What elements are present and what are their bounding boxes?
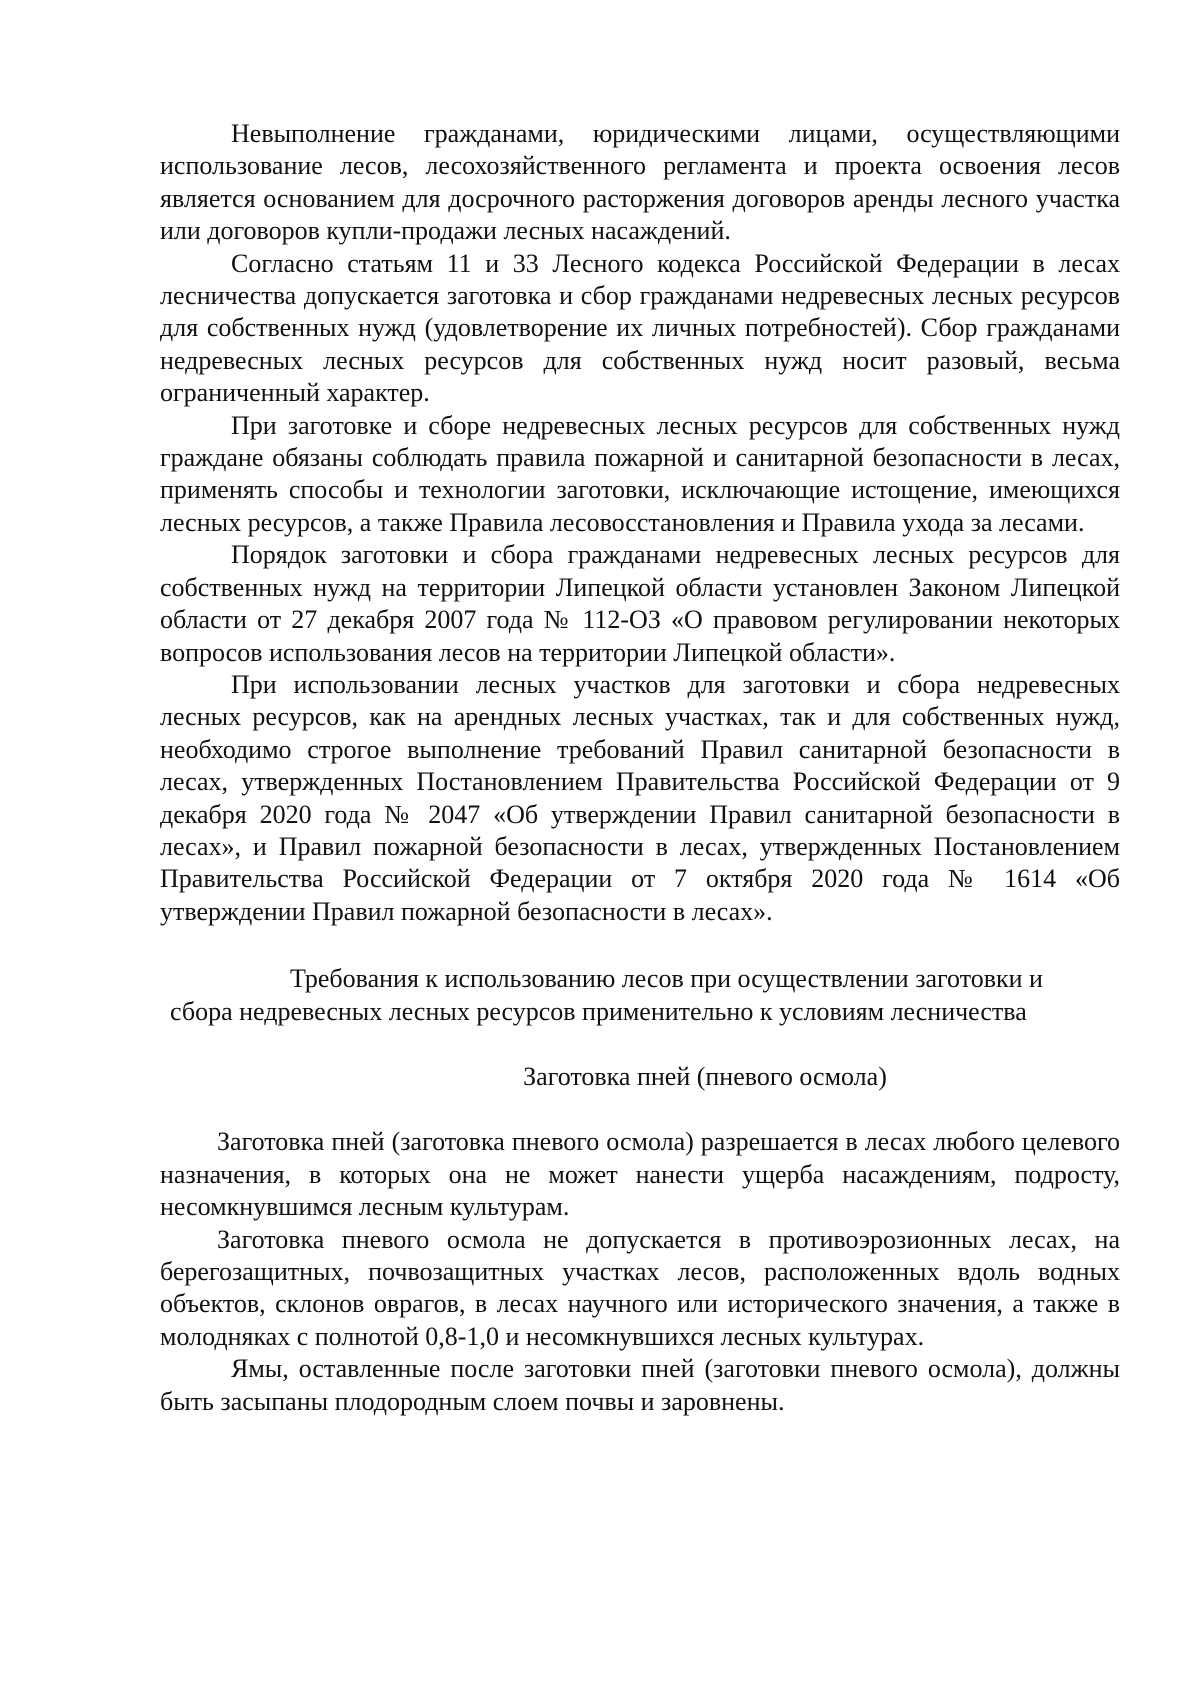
paragraph-non-compliance: Невыполнение гражданами, юридическими лицами, осуществляющими использование лесов, лесохозяйственного регламента и проекта освоения лесов является основанием для досрочного расторжения договоров аренды лесного участка или договоров купли-продажи лесных насаждений.	[160, 119, 1120, 246]
paragraph-forest-code: Согласно статьям 11 и 33 Лесного кодекса Российской Федерации в лесах лесничества допускается заготовка и сбор гражданами недревесных лесных ресурсов для собственных нужд (удовлетворение их личных потребностей). Сбор гражданами недревесных лесных ресурсов для собственных нужд носит разовый, весьма ограниченный характер.	[160, 248, 1120, 408]
paragraph-sanitary-fire-rules: При использовании лесных участков для заготовки и сбора недревесных лесных ресурсов, как на арендных лесных участках, так и для собственных нужд, необходимо строгое выполнение требований Правил санитарной безопасности в лесах, утвержденных Постановлением Правительства Российской Федерации от 9 декабря 2020 года № 2047 «Об утверждении Правил санитарной безопасности в лесах», и Правил пожарной безопасности в лесах, утвержденных Постановлением Правительства Российской Федерации от 7 октября 2020 года № 1614 «Об утверждении Правил пожарной безопасности в лесах».	[160, 669, 1120, 926]
subsection-heading: Заготовка пней (пневого осмола)	[523, 1061, 887, 1091]
section-heading	[160, 963, 1120, 1028]
section-heading-line2: сбора недревесных лесных ресурсов применительно к условиям лесничества	[170, 996, 1027, 1026]
section-heading-line1: Требования к использованию лесов при осуществлении заготовки и	[290, 964, 1043, 994]
paragraph-pits: Ямы, оставленные после заготовки пней (заготовки пневого осмола), должны быть засыпаны плодородным слоем почвы и заровнены.	[160, 1354, 1120, 1416]
paragraph-safety-rules: При заготовке и сборе недревесных лесных ресурсов для собственных нужд граждане обязаны соблюдать правила пожарной и санитарной безопасности в лесах, применять способы и технологии заготовки, исключающие истощение, имеющихся лесных ресурсов, а также Правила лесовосстановления и Правила ухода за лесами.	[160, 410, 1120, 537]
spacer	[160, 1093, 1120, 1126]
paragraph-lipetsk-law: Порядок заготовки и сбора гражданами недревесных лесных ресурсов для собственных нужд на территории Липецкой области установлен Законом Липецкой области от 27 декабря 2007 года № 112-ОЗ «О правовом регулировании некоторых вопросов использования лесов на территории Липецкой области».	[160, 540, 1120, 667]
document-page	[160, 118, 1120, 1418]
paragraph-stump-harvesting: Заготовка пней (заготовка пневого осмола) разрешается в лесах любого целевого назначения, в которых она не может нанести ущерба насаждениям, подросту, несомкнувшимся лесным культурам.	[160, 1127, 1120, 1222]
paragraph-stump-restrictions: Заготовка пневого осмола не допускается в противоэрозионных лесах, на берегозащитных, почвозащитных участках лесов, расположенных вдоль водных объектов, склонов оврагов, в лесах научного или исторического значения, а также в молодняках с полнотой 0,8-1,0 и несомкнувшихся лесных культурах.	[160, 1224, 1120, 1351]
